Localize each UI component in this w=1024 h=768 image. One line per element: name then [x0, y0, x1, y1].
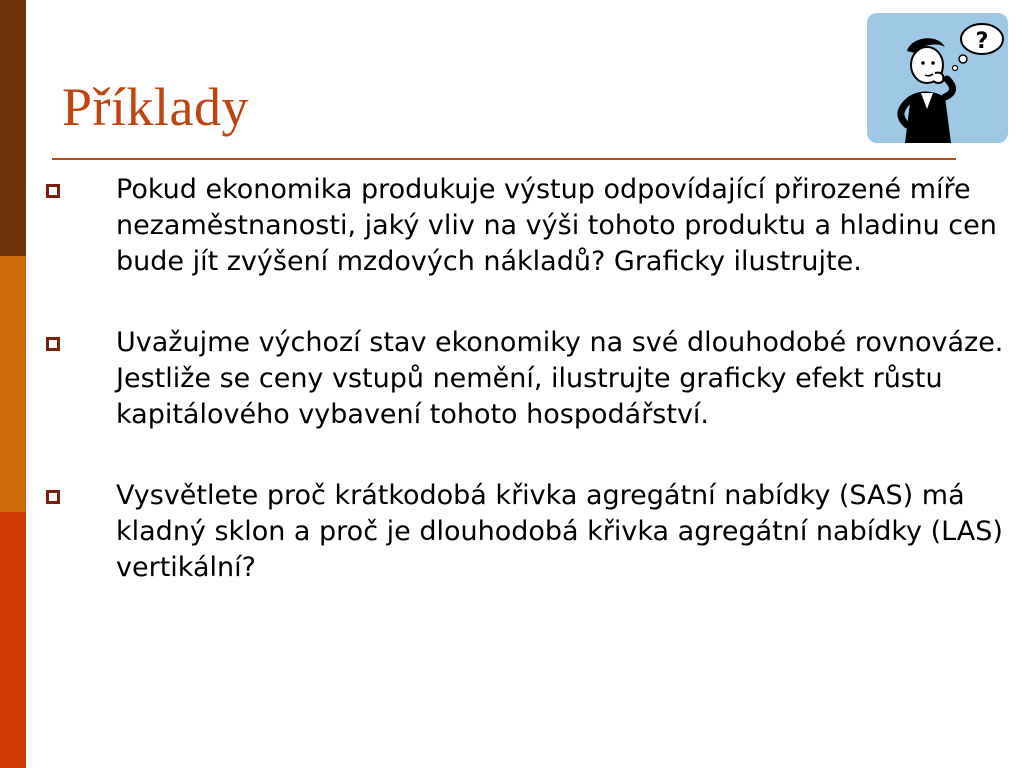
svg-text:?: ?	[975, 29, 989, 54]
slide-title: Příklady	[62, 77, 249, 137]
bullet-item	[46, 172, 1006, 280]
side-band-bottom	[0, 512, 26, 768]
bullet-text: Pokud ekonomika produkuje výstup odpovídající přirozené míře nezaměstnanosti, jaký vliv na výši tohoto produktu a hladinu cen bude jít zvýšení mzdových nákladů? Graficky ilustrujte.	[116, 174, 997, 277]
bullet-item	[46, 478, 1006, 586]
side-band-top	[0, 0, 26, 256]
bullet-text: Vysvětlete proč krátkodobá křivka agregátní nabídky (SAS) má kladný sklon a proč je dlouhodobá křivka agregátní nabídky (LAS) vertikální?	[116, 480, 1003, 583]
side-band-middle	[0, 256, 26, 512]
bullet-item	[46, 325, 1006, 433]
title-divider	[52, 158, 956, 160]
square-bullet-icon	[46, 337, 60, 351]
square-bullet-icon	[46, 184, 60, 198]
bullet-text: Uvažujme výchozí stav ekonomiky na své dlouhodobé rovnováze. Jestliže se ceny vstupů nemění, ilustrujte graficky efekt růstu kapitálového vybavení tohoto hospodářství.	[116, 327, 1004, 430]
square-bullet-icon	[46, 490, 60, 504]
bullet-list	[46, 172, 1006, 631]
thinking-person-question-icon	[867, 13, 1008, 143]
